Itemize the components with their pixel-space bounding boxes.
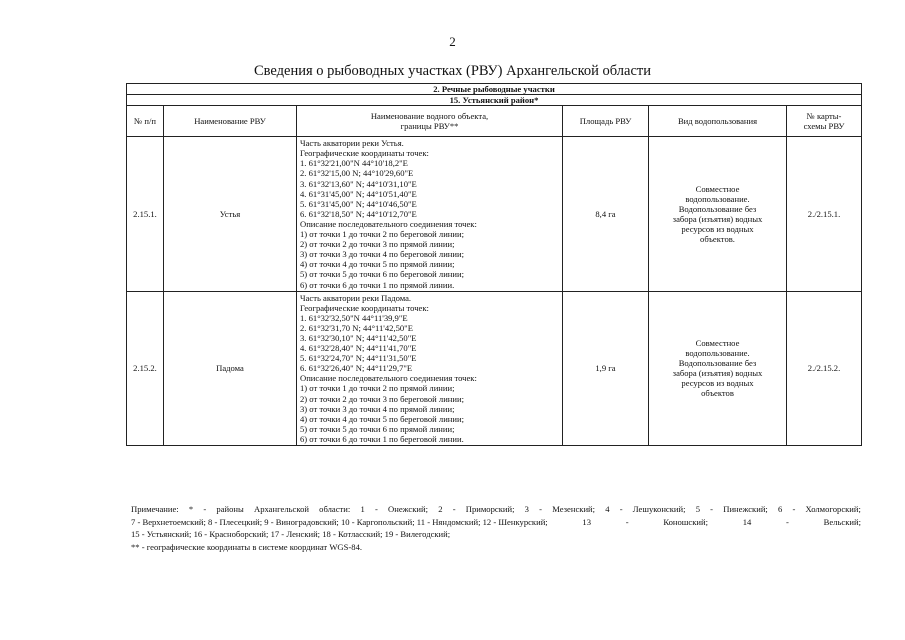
desc-line: 2. 61°32'31,70 N; 44°11'42,50"E — [300, 322, 413, 333]
page-number: 2 — [449, 34, 456, 49]
footnote-word: - — [786, 516, 789, 527]
header-map-line2: схемы РВУ — [803, 121, 845, 132]
use-line: объектов — [701, 388, 734, 399]
use-line: водопользование. — [685, 193, 750, 204]
use-line: объектов. — [700, 234, 735, 245]
header-name: Наименование РВУ — [164, 106, 297, 137]
desc-line: 4. 61°32'28,40" N; 44°11'41,70"E — [300, 343, 417, 354]
use-line: забора (изъятия) водных — [672, 368, 763, 379]
footnote-word: Онежский; — [388, 504, 429, 514]
row-area: 1,9 га — [563, 291, 649, 445]
desc-line: 4) от точки 4 до точки 5 по прямой линии; — [300, 259, 455, 270]
document-title: Сведения о рыбоводных участках (РВУ) Архангельской области — [254, 63, 651, 79]
use-line: Совместное — [695, 183, 740, 194]
footnote-word: - — [710, 504, 714, 514]
footnote-word: 7 - Верхнетоемский; 8 - Плесецкий; 9 - Виноградовский; 10 - Каргопольский; 11 - Няндомский; 12 - Шенкурский; — [131, 516, 548, 527]
desc-line: Часть акватории реки Устья. — [300, 138, 404, 149]
row-number: 2.15.1. — [127, 137, 164, 291]
footnote-word: 3 — [524, 504, 529, 514]
footnote-word: районы — [216, 504, 244, 514]
table-row — [127, 137, 862, 291]
footnote-word: Лешуконский; — [632, 504, 686, 514]
row-number: 2.15.2. — [127, 291, 164, 445]
district-heading: 15. Устьянский район* — [127, 95, 862, 106]
table-header-row — [127, 106, 862, 137]
row-area: 8,4 га — [563, 137, 649, 291]
desc-line: 3) от точки 3 до точки 4 по прямой линии; — [300, 403, 455, 414]
footnote-word: Примечание: — [131, 504, 179, 514]
footnote-word: 6 — [778, 504, 783, 514]
fish-farming-sites-table — [126, 83, 862, 446]
desc-line: 5) от точки 5 до точки 6 по береговой линии; — [300, 269, 464, 280]
row-water-use — [649, 137, 787, 291]
footnote-word: 14 — [742, 516, 752, 527]
desc-line: 4) от точки 4 до точки 5 по береговой линии; — [300, 413, 464, 424]
footnote-word: Пинежский; — [723, 504, 768, 514]
desc-line: Географические координаты точек: — [300, 148, 429, 159]
desc-line: 2. 61°32'15,00 N; 44°10'29,60"E — [300, 168, 414, 179]
footnote-word: - — [625, 516, 629, 527]
footnote-word: 4 — [605, 504, 610, 514]
footnote-word: Архангельской — [254, 504, 309, 514]
footnote-word: Холмогорский; — [805, 504, 861, 514]
desc-line: Часть акватории реки Падома. — [300, 292, 412, 303]
footnote-line-2 — [131, 516, 861, 529]
header-water-object — [297, 106, 563, 137]
desc-line: 6) от точки 6 до точки 1 по береговой линии. — [300, 433, 464, 444]
footnote-word: 13 — [582, 516, 591, 527]
footnote-word: области: — [319, 504, 351, 514]
header-use: Вид водопользования — [649, 106, 787, 137]
row-map-number: 2./2.15.2. — [787, 291, 862, 445]
desc-line: Описание последовательного соединения точек: — [300, 218, 477, 229]
footnote-word: Коношский; — [663, 516, 709, 527]
header-map — [787, 106, 862, 137]
header-area: Площадь РВУ — [563, 106, 649, 137]
desc-line: 5. 61°31'45,00" N; 44°10'46,50"E — [300, 198, 417, 209]
footnote-word: Мезенский; — [552, 504, 596, 514]
use-line: Совместное — [695, 338, 740, 349]
footnote-word: - — [452, 504, 456, 514]
footnote-line-1 — [131, 503, 861, 516]
desc-line: 3. 61°32'30,10" N; 44°11'42,50"E — [300, 332, 417, 343]
section-heading: 2. Речные рыбоводные участки — [127, 84, 862, 95]
footnote-word: - — [539, 504, 543, 514]
header-map-line1: № карты- — [806, 111, 842, 122]
desc-line: 6. 61°32'26,40" N; 44°11'29,7"E — [300, 363, 413, 374]
footnote — [131, 503, 861, 553]
footnote-word: 2 — [438, 504, 443, 514]
desc-line: Географические координаты точек: — [300, 302, 429, 313]
desc-line: 6. 61°32'18,50" N; 44°10'12,70"E — [300, 208, 417, 219]
footnote-word: - — [619, 504, 623, 514]
row-map-number: 2./2.15.1. — [787, 137, 862, 291]
desc-line: 1) от точки 1 до точки 2 по прямой линии; — [300, 383, 455, 394]
use-line: забора (изъятия) водных — [672, 213, 763, 224]
desc-line: 1. 61°32'32,50"N 44°11'39,9"E — [300, 312, 408, 323]
use-line: ресурсов из водных — [681, 223, 754, 234]
desc-line: 2) от точки 2 до точки 3 по прямой линии; — [300, 239, 455, 250]
desc-line: 3) от точки 3 до точки 4 по береговой линии; — [300, 249, 464, 260]
desc-line: 1) от точки 1 до точки 2 по береговой линии; — [300, 229, 464, 240]
footnote-word: - — [203, 504, 207, 514]
district-row — [127, 95, 862, 106]
section-row — [127, 84, 862, 95]
footnote-line-4: ** - географические координаты в системе координат WGS-84. — [131, 541, 363, 552]
desc-line: 1. 61°32'21,00"N 44°10'18,2"E — [300, 158, 408, 169]
use-line: Водопользование без — [678, 358, 757, 369]
use-line: ресурсов из водных — [681, 378, 754, 389]
footnote-word: 5 — [695, 504, 700, 514]
footnote-word: Приморский; — [465, 504, 515, 514]
footnote-line-3: 15 - Устьянский; 16 - Красноборский; 17 - Ленский; 18 - Котласский; 19 - Вилегодский; — [131, 529, 451, 540]
table-row — [127, 291, 862, 445]
row-site-name: Устья — [164, 137, 297, 291]
footnote-word: - — [792, 504, 796, 514]
header-water-line2: границы РВУ** — [400, 121, 459, 132]
footnote-word: 1 — [360, 504, 365, 514]
header-num: № п/п — [127, 106, 164, 137]
desc-line: 3. 61°32'13,60" N; 44°10'31,10"E — [300, 178, 417, 189]
use-line: Водопользование без — [678, 203, 757, 214]
row-water-use — [649, 291, 787, 445]
desc-line: Описание последовательного соединения точек: — [300, 373, 477, 384]
desc-line: 4. 61°31'45,00" N; 44°10'51,40"E — [300, 188, 417, 199]
row-site-name: Падома — [164, 291, 297, 445]
row-water-description — [297, 137, 563, 291]
desc-line: 2) от точки 2 до точки 3 по береговой линии; — [300, 393, 464, 404]
desc-line: 6) от точки 6 до точки 1 по прямой линии. — [300, 279, 455, 290]
row-water-description — [297, 291, 563, 445]
use-line: водопользование. — [685, 348, 750, 359]
footnote-word: - — [374, 504, 378, 514]
desc-line: 5. 61°32'24,70" N; 44°11'31,50"E — [300, 353, 417, 364]
header-water-line1: Наименование водного объекта, — [370, 111, 489, 122]
footnote-word: Вельский; — [823, 516, 861, 527]
footnote-word: * — [188, 504, 194, 514]
desc-line: 5) от точки 5 до точки 6 по прямой линии; — [300, 423, 455, 434]
